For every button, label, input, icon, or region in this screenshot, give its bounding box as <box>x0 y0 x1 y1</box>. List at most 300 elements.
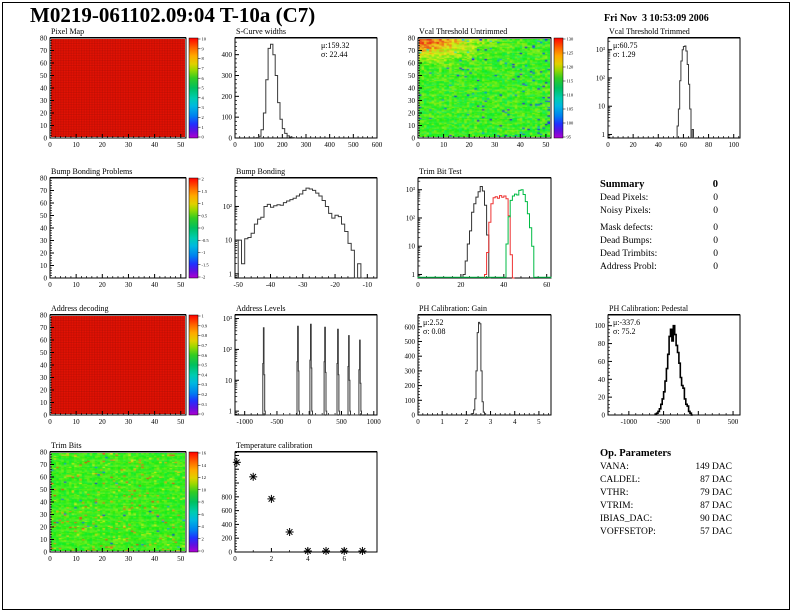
svg-text:-0.5: -0.5 <box>201 237 209 243</box>
svg-text:50: 50 <box>177 555 185 563</box>
svg-text:0: 0 <box>416 281 420 289</box>
pixel-map-colorbar <box>189 38 198 138</box>
svg-text:10²: 10² <box>222 345 232 354</box>
svg-text:60: 60 <box>40 336 47 345</box>
summary-value: 0 <box>713 262 718 272</box>
svg-text:20: 20 <box>98 418 106 426</box>
temperature-calibration-plot <box>209 441 414 573</box>
svg-text:8: 8 <box>201 56 204 62</box>
vcal-threshold-untrimmed-heatmap-canvas <box>419 39 550 137</box>
svg-text:40: 40 <box>40 224 47 233</box>
stat-sigma: σ: 75.2 <box>613 327 636 336</box>
op-parameter-row <box>600 474 732 487</box>
svg-text:1: 1 <box>228 270 232 279</box>
svg-text:10: 10 <box>40 399 47 407</box>
chart-title: PH Calibration: Pedestal <box>608 305 740 315</box>
svg-text:30: 30 <box>124 555 132 563</box>
svg-text:100: 100 <box>253 141 264 149</box>
svg-text:80: 80 <box>598 340 605 349</box>
svg-text:10: 10 <box>440 141 448 149</box>
chart-title: S-Curve widths <box>235 28 377 38</box>
svg-text:0: 0 <box>48 281 52 289</box>
svg-text:70: 70 <box>40 47 47 55</box>
svg-text:6: 6 <box>201 75 204 81</box>
svg-text:80: 80 <box>40 311 47 320</box>
svg-text:-500: -500 <box>270 418 284 426</box>
svg-text:50: 50 <box>40 349 47 357</box>
svg-text:3: 3 <box>201 105 204 111</box>
svg-text:0: 0 <box>696 418 701 426</box>
summary-row <box>600 235 718 248</box>
svg-text:200: 200 <box>404 382 415 391</box>
svg-text:-40: -40 <box>265 281 276 289</box>
svg-text:5: 5 <box>201 85 204 91</box>
op-parameters-header <box>600 446 732 461</box>
svg-text:125: 125 <box>566 50 574 56</box>
ph-pedestal-chart <box>582 304 787 436</box>
svg-text:600: 600 <box>221 507 232 516</box>
svg-text:2: 2 <box>201 115 204 120</box>
svg-text:10³: 10³ <box>595 46 605 55</box>
svg-text:40: 40 <box>516 141 524 149</box>
svg-text:50: 50 <box>408 72 415 80</box>
svg-text:600: 600 <box>371 141 383 149</box>
svg-text:0: 0 <box>48 418 52 426</box>
svg-text:20: 20 <box>598 393 605 402</box>
svg-text:10: 10 <box>225 376 232 385</box>
summary-total: 0 <box>712 179 718 190</box>
vcal-threshold-untrimmed-colorbar <box>554 38 563 138</box>
svg-text:0: 0 <box>201 548 204 554</box>
svg-text:60: 60 <box>408 59 415 68</box>
svg-text:80: 80 <box>40 34 47 43</box>
trim-bit-test-chart <box>392 167 597 299</box>
svg-text:20: 20 <box>98 555 106 563</box>
svg-text:1: 1 <box>440 418 444 426</box>
svg-text:800: 800 <box>221 493 232 502</box>
svg-text:4: 4 <box>512 418 517 426</box>
svg-text:500: 500 <box>727 418 739 426</box>
scurve-widths-chart <box>209 27 414 159</box>
svg-text:-10: -10 <box>362 281 372 289</box>
stats-box <box>613 41 638 59</box>
svg-text:2: 2 <box>201 176 204 182</box>
chart-title: Pixel Map <box>50 28 186 38</box>
svg-text:9: 9 <box>201 46 204 52</box>
svg-text:3: 3 <box>488 418 493 426</box>
svg-text:130: 130 <box>566 36 574 42</box>
svg-text:60: 60 <box>543 281 551 289</box>
svg-text:80: 80 <box>40 448 47 457</box>
trim-bits-heatmap-canvas <box>51 453 185 551</box>
address-decoding-colorbar <box>189 315 198 415</box>
svg-text:2: 2 <box>201 536 204 542</box>
svg-text:60: 60 <box>40 59 47 68</box>
trim-bits-chart <box>24 441 229 573</box>
svg-text:-1: -1 <box>201 250 206 256</box>
svg-text:5: 5 <box>537 418 541 426</box>
svg-text:50: 50 <box>177 281 185 289</box>
svg-text:70: 70 <box>40 187 47 195</box>
svg-text:10²: 10² <box>405 214 415 223</box>
svg-text:80: 80 <box>40 174 47 183</box>
svg-text:0: 0 <box>307 418 311 426</box>
svg-text:20: 20 <box>408 109 415 118</box>
ph-gain-chart <box>392 304 597 436</box>
svg-text:0.1: 0.1 <box>201 401 208 407</box>
svg-text:40: 40 <box>40 498 47 507</box>
svg-text:0.9: 0.9 <box>201 323 208 329</box>
summary-label: Dead Bumps: <box>600 236 652 246</box>
svg-text:0: 0 <box>48 141 52 149</box>
svg-text:60: 60 <box>598 357 605 366</box>
svg-text:400: 400 <box>221 51 232 60</box>
svg-text:10: 10 <box>72 281 80 289</box>
bump-bonding-problems-colorbar <box>189 178 198 278</box>
svg-text:400: 400 <box>221 520 232 529</box>
svg-text:70: 70 <box>40 461 47 469</box>
scurve-widths-plot <box>209 27 414 159</box>
timestamp: Fri Nov 3 10:53:09 2006 <box>604 13 709 24</box>
svg-text:1: 1 <box>201 313 204 319</box>
svg-text:40: 40 <box>151 141 159 149</box>
svg-text:60: 60 <box>40 473 47 482</box>
svg-text:0: 0 <box>43 411 47 420</box>
svg-text:600: 600 <box>404 323 415 332</box>
svg-text:1.5: 1.5 <box>201 188 208 194</box>
svg-text:50: 50 <box>40 486 47 494</box>
svg-text:60: 60 <box>40 199 47 208</box>
vcal-untrimmed-chart <box>392 27 597 159</box>
svg-text:40: 40 <box>151 555 159 563</box>
svg-text:16: 16 <box>201 450 206 456</box>
svg-text:10: 10 <box>408 242 415 251</box>
svg-text:50: 50 <box>542 141 550 149</box>
svg-text:14: 14 <box>201 462 206 468</box>
svg-text:0.5: 0.5 <box>201 213 208 219</box>
page-title: M0219-061102.09:04 T-10a (C7) <box>30 3 316 27</box>
svg-text:-2: -2 <box>201 274 206 280</box>
svg-text:0: 0 <box>43 134 47 143</box>
svg-text:0.7: 0.7 <box>201 343 208 348</box>
svg-text:0: 0 <box>601 411 605 420</box>
pixel-map-chart <box>24 27 229 159</box>
svg-text:500: 500 <box>336 418 347 426</box>
op-label: VOFFSETOP: <box>600 527 656 537</box>
svg-text:100: 100 <box>728 141 739 149</box>
svg-text:10³: 10³ <box>222 315 232 324</box>
svg-text:-20: -20 <box>330 281 340 289</box>
stats-box <box>321 41 350 59</box>
address-levels-plot <box>209 304 414 436</box>
op-value: 87 DAC <box>700 475 732 485</box>
chart-title: Vcal Threshold Trimmed <box>608 28 740 38</box>
chart-title: Trim Bits <box>50 442 186 452</box>
op-parameter-row <box>600 526 732 539</box>
bump-bonding-chart <box>209 167 414 299</box>
svg-text:200: 200 <box>277 141 288 149</box>
stat-mu: μ:-337.6 <box>613 318 641 327</box>
svg-text:20: 20 <box>465 141 473 149</box>
svg-text:0: 0 <box>43 548 47 557</box>
summary-row <box>600 192 718 205</box>
pixel-map-heatmap-canvas <box>51 39 185 137</box>
svg-text:100: 100 <box>594 322 605 331</box>
svg-text:30: 30 <box>40 237 47 245</box>
summary-header <box>600 177 718 192</box>
op-value: 90 DAC <box>700 514 732 524</box>
svg-text:0: 0 <box>233 141 237 149</box>
svg-text:40: 40 <box>40 84 47 93</box>
svg-text:0: 0 <box>201 225 204 231</box>
stat-mu: μ:60.75 <box>613 41 638 50</box>
svg-text:0: 0 <box>233 555 237 563</box>
svg-text:10²: 10² <box>222 202 232 211</box>
svg-text:1000: 1000 <box>366 418 381 426</box>
svg-text:10: 10 <box>72 141 80 149</box>
svg-text:40: 40 <box>408 84 415 93</box>
address-levels-chart <box>209 304 414 436</box>
svg-text:30: 30 <box>491 141 499 149</box>
svg-text:70: 70 <box>40 324 47 332</box>
svg-text:-1000: -1000 <box>620 418 638 426</box>
svg-text:1: 1 <box>228 407 232 416</box>
svg-text:-50: -50 <box>233 281 243 289</box>
summary-value: 0 <box>713 223 718 233</box>
op-value: 87 DAC <box>700 501 732 511</box>
svg-text:50: 50 <box>40 212 47 220</box>
svg-text:0: 0 <box>411 134 415 143</box>
op-label: VTRIM: <box>600 501 634 511</box>
svg-text:6: 6 <box>342 555 346 563</box>
chart-title: Address Levels <box>235 305 377 315</box>
svg-text:12: 12 <box>201 475 206 481</box>
svg-text:0: 0 <box>43 274 47 283</box>
chart-title: Address decoding <box>50 305 186 315</box>
address-decoding-chart <box>24 304 229 436</box>
svg-text:0: 0 <box>201 411 204 417</box>
svg-text:30: 30 <box>40 97 47 105</box>
svg-text:20: 20 <box>98 141 106 149</box>
svg-text:0.8: 0.8 <box>201 333 208 339</box>
summary-row <box>600 205 718 218</box>
svg-text:0: 0 <box>48 555 52 563</box>
svg-text:2: 2 <box>464 418 469 426</box>
svg-text:10: 10 <box>598 102 605 111</box>
trim-bit-test-plot <box>392 167 597 299</box>
svg-text:40: 40 <box>598 375 605 384</box>
svg-text:-1.5: -1.5 <box>201 262 209 268</box>
stat-sigma: σ: 22.44 <box>321 50 348 59</box>
chart-title: Vcal Threshold Untrimmed <box>418 28 551 38</box>
chart-title: Temperature calibration <box>235 442 377 452</box>
svg-text:4: 4 <box>201 95 204 101</box>
svg-text:0: 0 <box>201 134 204 140</box>
svg-text:400: 400 <box>404 352 415 361</box>
svg-text:40: 40 <box>500 281 508 289</box>
svg-text:0: 0 <box>411 411 415 420</box>
op-parameter-row <box>600 513 732 526</box>
svg-text:200: 200 <box>221 534 232 543</box>
svg-text:0: 0 <box>228 134 232 143</box>
svg-text:4: 4 <box>201 524 204 530</box>
svg-text:500: 500 <box>404 337 415 346</box>
svg-text:500: 500 <box>348 141 359 149</box>
op-label: CALDEL: <box>600 475 641 485</box>
svg-text:115: 115 <box>566 78 574 84</box>
svg-text:40: 40 <box>151 281 159 289</box>
op-value: 79 DAC <box>700 488 732 498</box>
svg-text:20: 20 <box>98 281 106 289</box>
svg-text:10²: 10² <box>595 74 605 83</box>
svg-text:200: 200 <box>221 92 232 101</box>
svg-text:1: 1 <box>601 130 605 139</box>
svg-text:1: 1 <box>201 201 204 207</box>
svg-text:20: 20 <box>40 249 47 258</box>
summary-row <box>600 222 718 235</box>
svg-text:40: 40 <box>654 141 662 149</box>
svg-text:-500: -500 <box>657 418 671 426</box>
svg-text:7: 7 <box>201 66 204 71</box>
svg-text:10: 10 <box>201 36 206 42</box>
svg-text:50: 50 <box>177 141 185 149</box>
svg-text:50: 50 <box>177 418 185 426</box>
summary-block <box>600 177 718 274</box>
chart-title: Trim Bit Test <box>418 168 551 178</box>
svg-text:2: 2 <box>269 555 274 563</box>
svg-text:-1000: -1000 <box>236 418 253 426</box>
svg-text:30: 30 <box>40 511 47 519</box>
svg-text:50: 50 <box>40 72 47 80</box>
summary-label: Noisy Pixels: <box>600 206 651 216</box>
svg-text:400: 400 <box>324 141 335 149</box>
svg-text:30: 30 <box>124 418 132 426</box>
svg-text:80: 80 <box>705 141 713 149</box>
trim-bits-colorbar <box>189 452 198 552</box>
svg-text:1: 1 <box>411 270 415 279</box>
svg-text:0.3: 0.3 <box>201 382 208 388</box>
stat-mu: μ:2.52 <box>423 318 444 327</box>
svg-text:4: 4 <box>306 555 310 563</box>
svg-text:0: 0 <box>228 548 232 557</box>
svg-text:40: 40 <box>40 361 47 370</box>
svg-text:30: 30 <box>124 281 132 289</box>
summary-row <box>600 261 718 274</box>
svg-text:30: 30 <box>40 374 47 382</box>
svg-text:300: 300 <box>404 367 415 376</box>
address-decoding-heatmap-canvas <box>51 316 185 414</box>
svg-text:10³: 10³ <box>405 186 415 195</box>
svg-text:10: 10 <box>72 418 80 426</box>
op-parameters-title: Op. Parameters <box>600 448 672 459</box>
svg-text:110: 110 <box>566 92 574 98</box>
summary-value: 0 <box>713 206 718 216</box>
svg-text:-30: -30 <box>298 281 308 289</box>
stat-mu: μ:159.32 <box>321 41 350 50</box>
svg-text:1: 1 <box>201 124 204 130</box>
svg-text:8: 8 <box>201 499 204 505</box>
svg-text:20: 20 <box>40 386 47 395</box>
svg-text:100: 100 <box>221 113 232 122</box>
summary-label: Dead Trimbits: <box>600 249 658 259</box>
svg-text:30: 30 <box>124 141 132 149</box>
svg-text:95: 95 <box>566 134 571 140</box>
op-parameter-row <box>600 500 732 513</box>
bump-bonding-plot <box>209 167 414 299</box>
svg-text:100: 100 <box>404 396 415 405</box>
op-label: IBIAS_DAC: <box>600 514 653 524</box>
svg-text:10: 10 <box>201 487 206 493</box>
svg-text:40: 40 <box>151 418 159 426</box>
svg-text:10: 10 <box>40 536 47 544</box>
svg-text:60: 60 <box>679 141 687 149</box>
svg-text:0: 0 <box>416 141 420 149</box>
summary-label: Address Probl: <box>600 262 657 272</box>
svg-text:10: 10 <box>40 122 47 130</box>
bump-bonding-problems-chart <box>24 167 229 299</box>
svg-text:0.4: 0.4 <box>201 372 208 378</box>
svg-text:0.5: 0.5 <box>201 362 208 368</box>
op-parameter-row <box>600 461 732 474</box>
vcal-trimmed-chart <box>582 27 787 159</box>
svg-text:0.6: 0.6 <box>201 352 208 358</box>
svg-text:100: 100 <box>566 120 574 126</box>
svg-text:10: 10 <box>408 122 415 130</box>
svg-text:70: 70 <box>408 47 415 55</box>
summary-row <box>600 248 718 261</box>
chart-title: Bump Bonding <box>235 168 377 178</box>
chart-title: PH Calibration: Gain <box>418 305 551 315</box>
svg-text:80: 80 <box>408 34 415 43</box>
op-parameters-block <box>600 446 732 539</box>
svg-text:0: 0 <box>416 418 420 426</box>
temperature-calibration-chart <box>209 441 414 573</box>
summary-value: 0 <box>713 193 718 203</box>
op-label: VANA: <box>600 462 629 472</box>
stats-box <box>423 318 446 336</box>
bump-bonding-problems-plot <box>24 167 229 299</box>
svg-text:6: 6 <box>201 511 204 517</box>
svg-text:10: 10 <box>40 262 47 270</box>
svg-text:20: 20 <box>40 109 47 118</box>
stat-sigma: σ: 1.29 <box>613 50 636 59</box>
op-value: 57 DAC <box>700 527 732 537</box>
svg-text:30: 30 <box>408 97 415 105</box>
summary-title: Summary <box>600 179 645 190</box>
svg-text:300: 300 <box>300 141 312 149</box>
op-value: 149 DAC <box>695 462 732 472</box>
svg-text:20: 20 <box>629 141 637 149</box>
op-label: VTHR: <box>600 488 629 498</box>
svg-text:300: 300 <box>221 72 232 80</box>
summary-value: 0 <box>713 236 718 246</box>
chart-title: Bump Bonding Problems <box>50 168 186 178</box>
summary-value: 0 <box>713 249 718 259</box>
op-parameter-row <box>600 487 732 500</box>
svg-text:10: 10 <box>225 236 232 245</box>
svg-text:0.2: 0.2 <box>201 392 208 397</box>
summary-label: Mask defects: <box>600 223 654 233</box>
svg-text:120: 120 <box>566 64 574 70</box>
svg-text:20: 20 <box>40 523 47 532</box>
summary-label: Dead Pixels: <box>600 193 649 203</box>
svg-text:0: 0 <box>606 141 610 149</box>
svg-text:105: 105 <box>566 106 574 112</box>
stat-sigma: σ: 0.08 <box>423 327 446 336</box>
svg-text:10: 10 <box>72 555 80 563</box>
stats-box <box>613 318 640 336</box>
svg-text:20: 20 <box>457 281 465 289</box>
